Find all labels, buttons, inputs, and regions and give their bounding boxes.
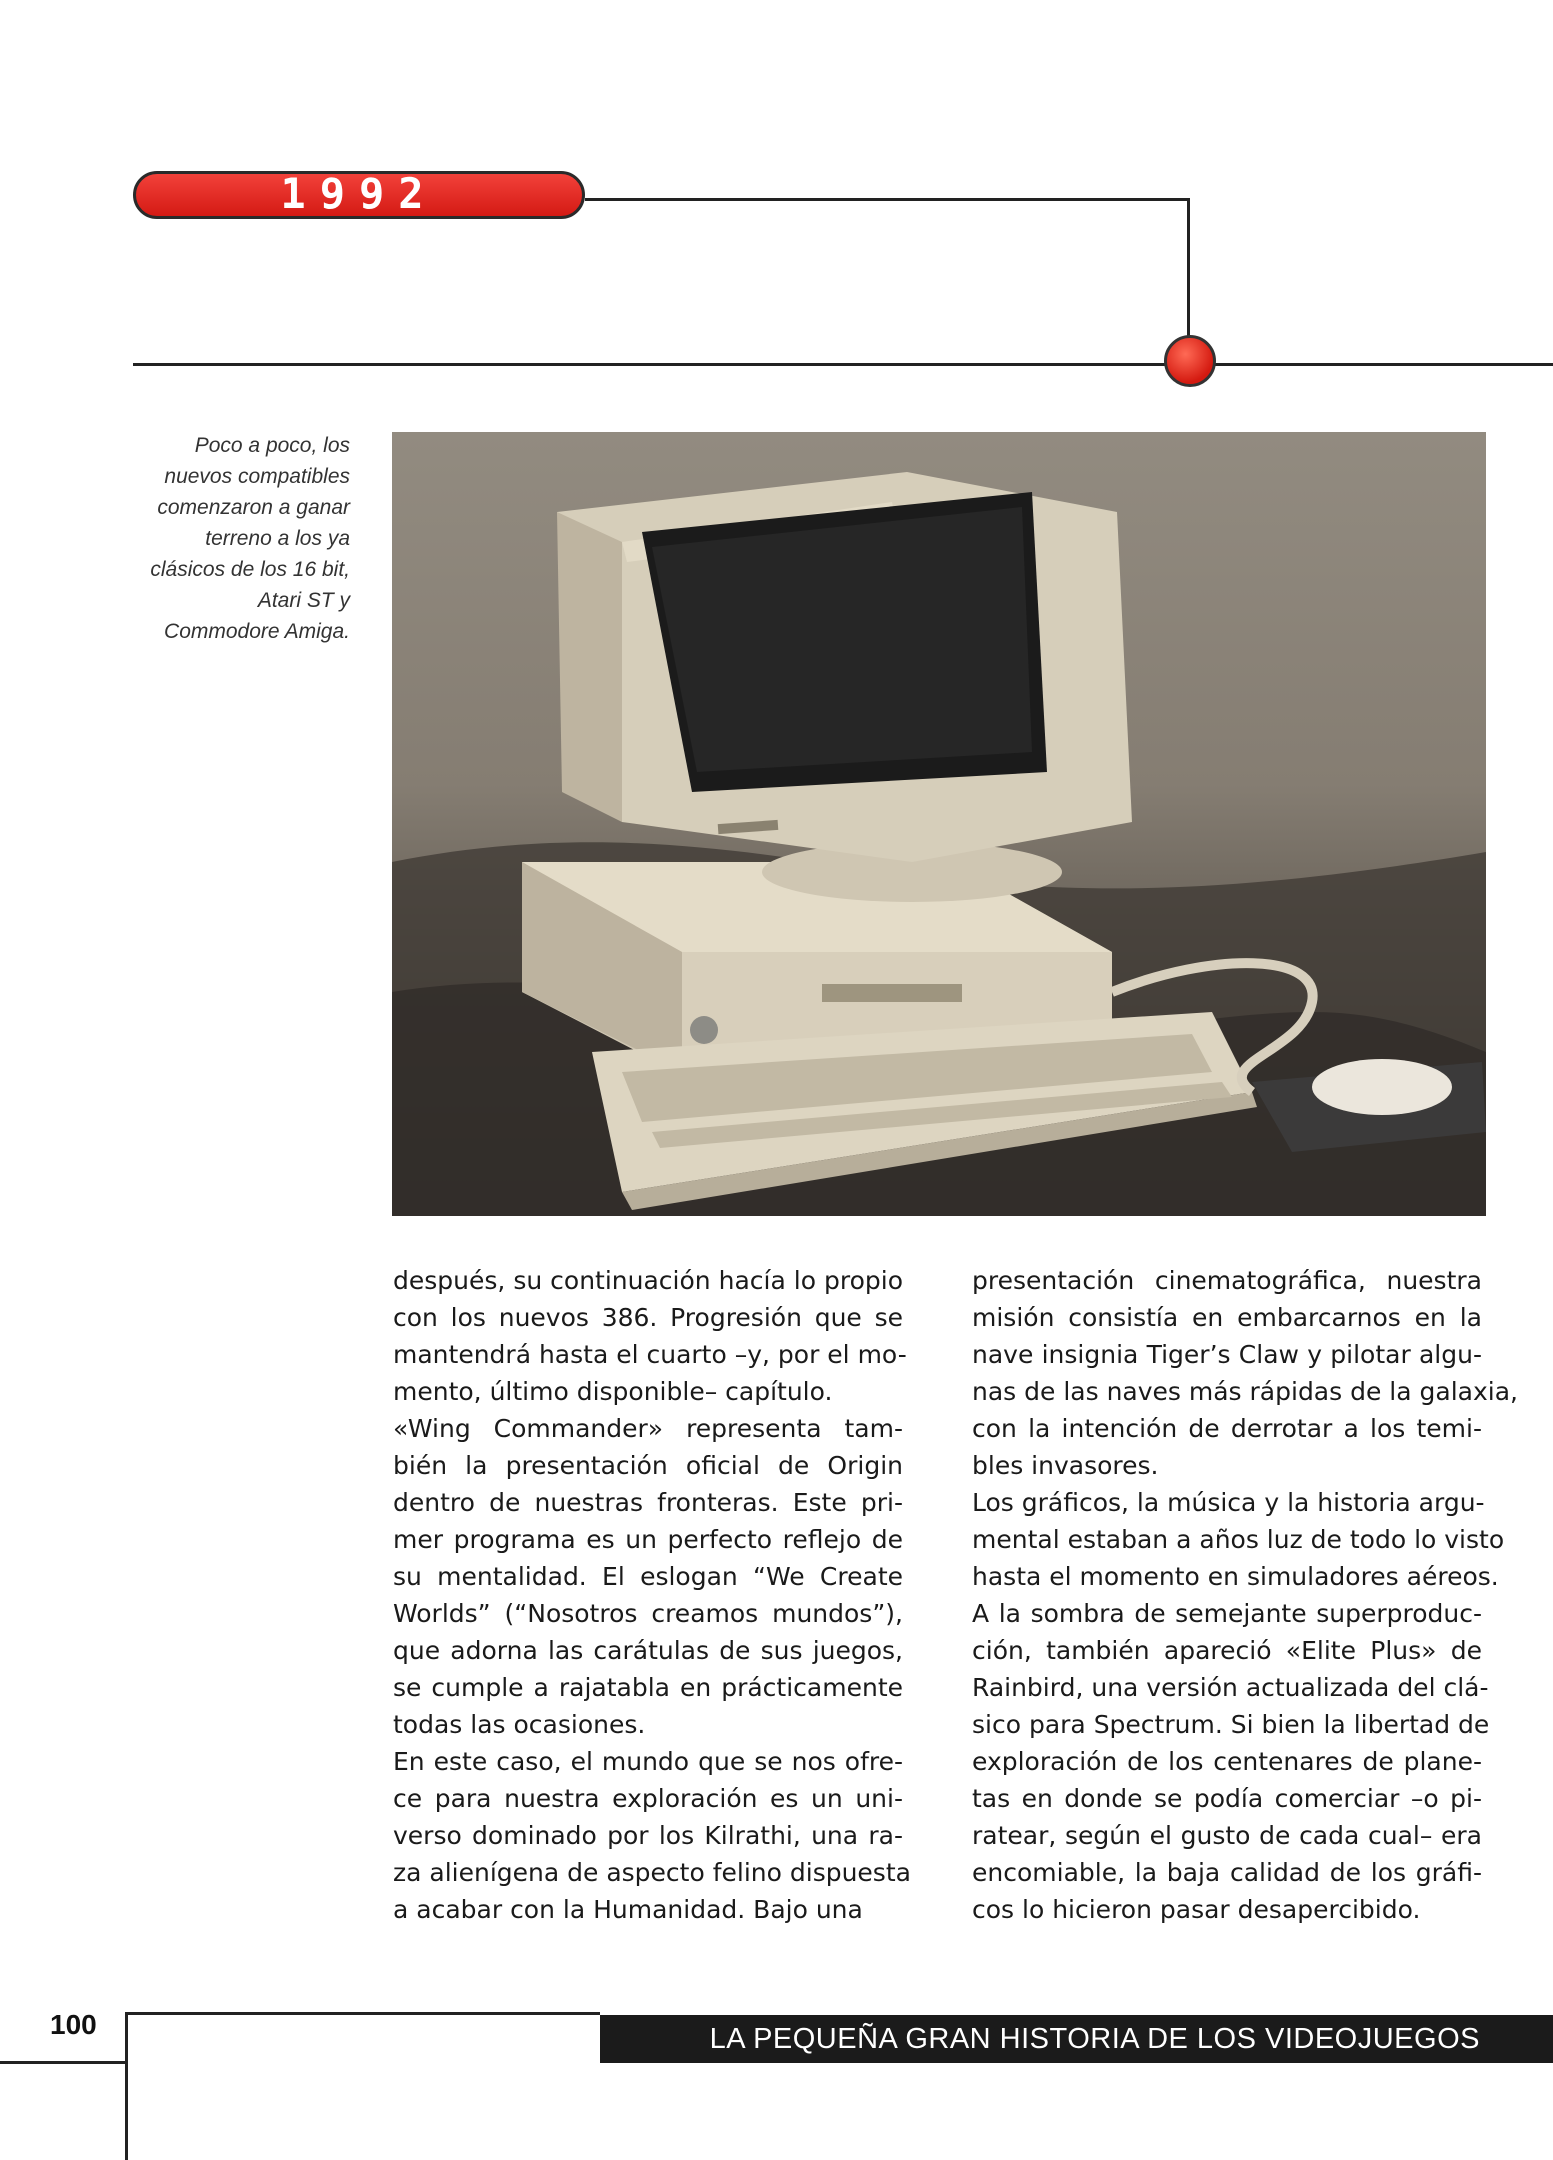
text-line: ce para nuestra exploración es un uni-: [393, 1784, 903, 1813]
text-line: todas las ocasiones.: [393, 1710, 646, 1739]
computer-illustration: [392, 432, 1486, 1216]
caption-line: Poco a poco, los: [194, 434, 350, 457]
text-line: a acabar con la Humanidad. Bajo una: [393, 1895, 863, 1924]
text-line: verso dominado por los Kilrathi, una ra-: [393, 1821, 903, 1850]
text-line: ción, también apareció «Elite Plus» de: [972, 1636, 1482, 1665]
text-line: En este caso, el mundo que se nos ofre-: [393, 1747, 903, 1776]
text-line: Rainbird, una versión actualizada del clá-: [972, 1673, 1489, 1702]
text-line: después, su continuación hacía lo propio: [393, 1266, 903, 1295]
page-number: 100: [50, 2009, 97, 2040]
caption-line: Atari ST y: [257, 589, 350, 612]
text-line: bles invasores.: [972, 1451, 1159, 1480]
computer-photo: [392, 432, 1486, 1216]
text-line: tas en donde se podía comerciar –o pi-: [972, 1784, 1482, 1813]
red-dot-marker: [1164, 335, 1216, 387]
text-line: Worlds” (“Nosotros creamos mundos”),: [393, 1599, 903, 1628]
footer-rule-top: [125, 2012, 600, 2015]
year-label: 1992: [280, 169, 438, 218]
footer-vertical-rule: [125, 2012, 128, 2160]
text-line: con los nuevos 386. Progresión que se: [393, 1303, 903, 1332]
text-line: exploración de los centenares de plane-: [972, 1747, 1482, 1776]
text-line: se cumple a rajatabla en prácticamente: [393, 1673, 903, 1702]
text-line: Los gráficos, la música y la historia argu-: [972, 1488, 1485, 1517]
text-line: nave insignia Tiger’s Claw y pilotar algu-: [972, 1340, 1482, 1369]
text-line: ratear, según el gusto de cada cual– era: [972, 1821, 1482, 1850]
text-line: cos lo hicieron pasar desapercibido.: [972, 1895, 1421, 1924]
text-line: mento, último disponible– capítulo.: [393, 1377, 833, 1406]
footer-rule-left: [0, 2061, 128, 2064]
text-line: su mentalidad. El eslogan “We Create: [393, 1562, 903, 1591]
section-divider-line: [133, 363, 1553, 366]
text-line: misión consistía en embarcarnos en la: [972, 1303, 1482, 1332]
text-line: mental estaban a años luz de todo lo visto: [972, 1525, 1505, 1554]
text-line: dentro de nuestras fronteras. Este pri-: [393, 1488, 903, 1517]
text-column-right: [972, 1262, 1518, 1928]
text-column-left: [393, 1262, 911, 1928]
text-line: mantendrá hasta el cuarto –y, por el mo-: [393, 1340, 907, 1369]
caption-line: terreno a los ya: [205, 527, 350, 550]
caption-line: clásicos de los 16 bit,: [150, 558, 350, 581]
text-line: «Wing Commander» representa tam-: [393, 1414, 903, 1443]
text-line: presentación cinematográfica, nuestra: [972, 1266, 1482, 1295]
text-line: mer programa es un perfecto reflejo de: [393, 1525, 903, 1554]
text-line: encomiable, la baja calidad de los gráfi-: [972, 1858, 1482, 1887]
connector-line-vertical: [1187, 198, 1190, 338]
caption-line: Commodore Amiga.: [164, 620, 350, 643]
text-line: A la sombra de semejante superproduc-: [972, 1599, 1482, 1628]
text-line: hasta el momento en simuladores aéreos.: [972, 1562, 1499, 1591]
photo-caption: [100, 430, 350, 647]
connector-line-top: [585, 198, 1190, 201]
caption-line: comenzaron a ganar: [157, 496, 350, 519]
text-line: que adorna las carátulas de sus juegos,: [393, 1636, 903, 1665]
text-line: bién la presentación oficial de Origin: [393, 1451, 903, 1480]
text-line: za alienígena de aspecto felino dispuesta: [393, 1858, 911, 1887]
caption-line: nuevos compatibles: [164, 465, 350, 488]
text-line: sico para Spectrum. Si bien la libertad de: [972, 1710, 1490, 1739]
text-line: con la intención de derrotar a los temi-: [972, 1414, 1482, 1443]
text-line: nas de las naves más rápidas de la galaxia,: [972, 1377, 1518, 1406]
book-title: LA PEQUEÑA GRAN HISTORIA DE LOS VIDEOJUEGOS: [709, 2023, 1480, 2055]
